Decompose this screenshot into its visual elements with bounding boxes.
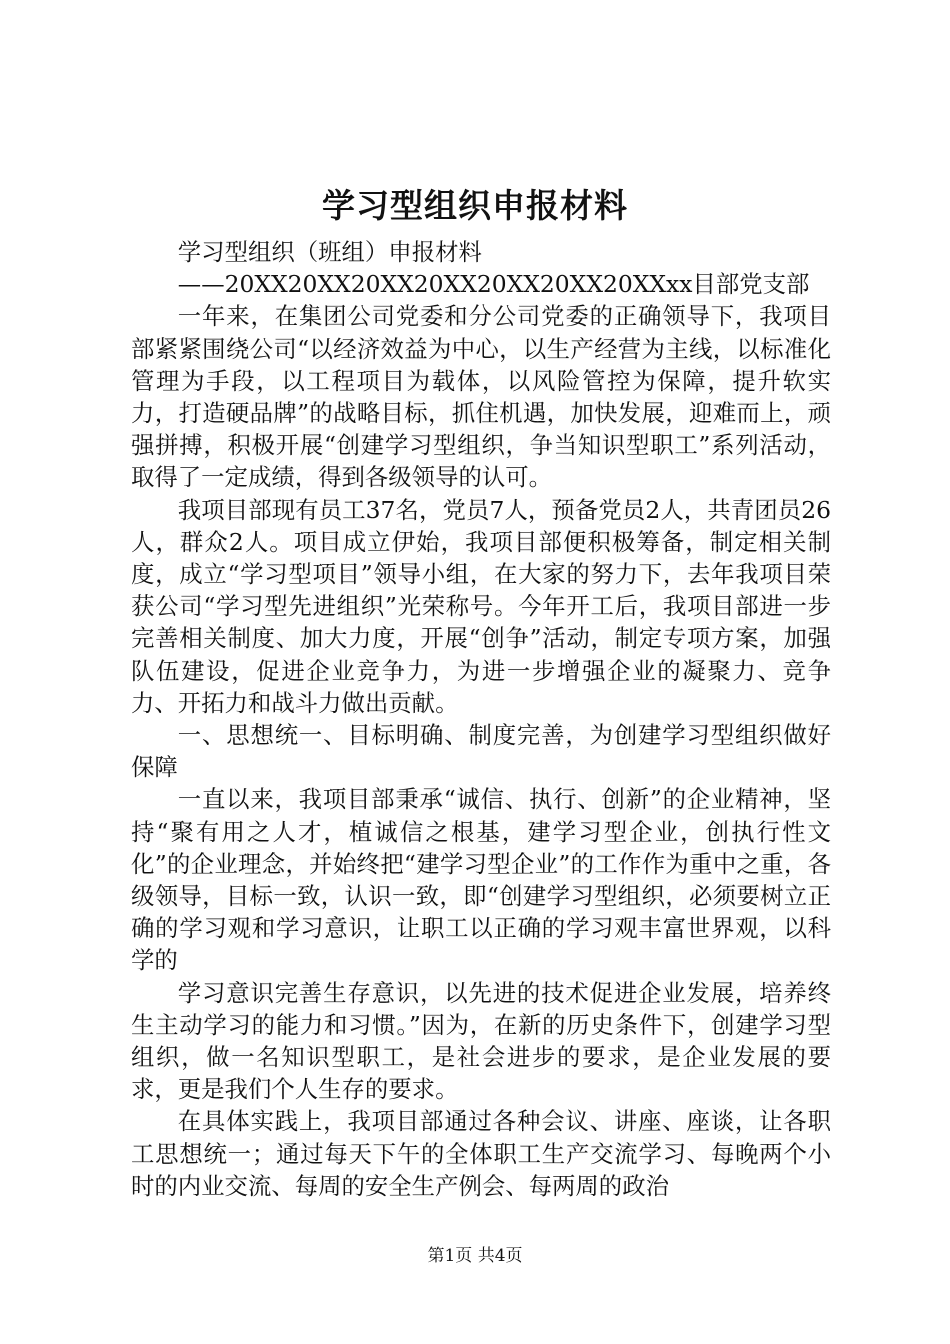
paragraph-spirit: 一直以来，我项目部秉承“诚信、执行、创新”的企业精神，坚持“聚有用之人才，植诚信之根基，建学习型企业，创执行性文化”的企业理念，并始终把“建学习型企业”的工作作为重中之重，各级领导，目标一致，认识一致，即“创建学习型组织，必须要树立正确的学习观和学习意识，让职工以正确的学习观丰富世界观，以科学的 [131, 785, 831, 975]
paragraph-practice: 在具体实践上，我项目部通过各种会议、讲座、座谈，让各职工思想统一；通过每天下午的全体职工生产交流学习、每晚两个小时的内业交流、每周的安全生产例会、每两周的政治 [131, 1107, 831, 1200]
paragraph-awareness: 学习意识完善生存意识，以先进的技术促进企业发展，培养终生主动学习的能力和习惯。”因为，在新的历史条件下，创建学习型组织，做一名知识型职工，是社会进步的要求，是企业发展的要求，更是我们个人生存的要求。 [131, 978, 831, 1104]
paragraph-subtitle: 学习型组织（班组）申报材料 [177, 238, 482, 266]
document-title: 学习型组织申报材料 [322, 186, 628, 225]
paragraph-staff: 我项目部现有员工37名，党员7人，预备党员2人，共青团员26人，群众2人。项目成立伊始，我项目部便积极筹备，制定相关制度，成立“学习型项目”领导小组，在大家的努力下，去年我项目荣获公司“学习型先进组织”光荣称号。今年开工后，我项目部进一步完善相关制度、加大力度，开展“创争”活动，制定专项方案，加强队伍建设，促进企业竞争力，为进一步增强企业的凝聚力、竞争力、开拓力和战斗力做出贡献。 [131, 495, 831, 717]
document-body [131, 236, 831, 1202]
page-number-footer: 第1页 共4页 [427, 1246, 523, 1266]
section-heading-1: 一、思想统一、目标明确、制度完善，为创建学习型组织做好保障 [131, 721, 831, 782]
paragraph-org-line: ——20XX20XX20XX20XX20XX20XX20XXxx目部党支部 [177, 270, 810, 299]
paragraph-intro: 一年来，在集团公司党委和分公司党委的正确领导下，我项目部紧紧围绕公司“以经济效益为中心，以生产经营为主线，以标准化管理为手段，以工程项目为载体，以风险管控为保障，提升软实力，打造硬品牌”的战略目标，抓住机遇，加快发展，迎难而上，顽强拼搏，积极开展“创建学习型组织，争当知识型职工”系列活动，取得了一定成绩，得到各级领导的认可。 [131, 302, 831, 492]
